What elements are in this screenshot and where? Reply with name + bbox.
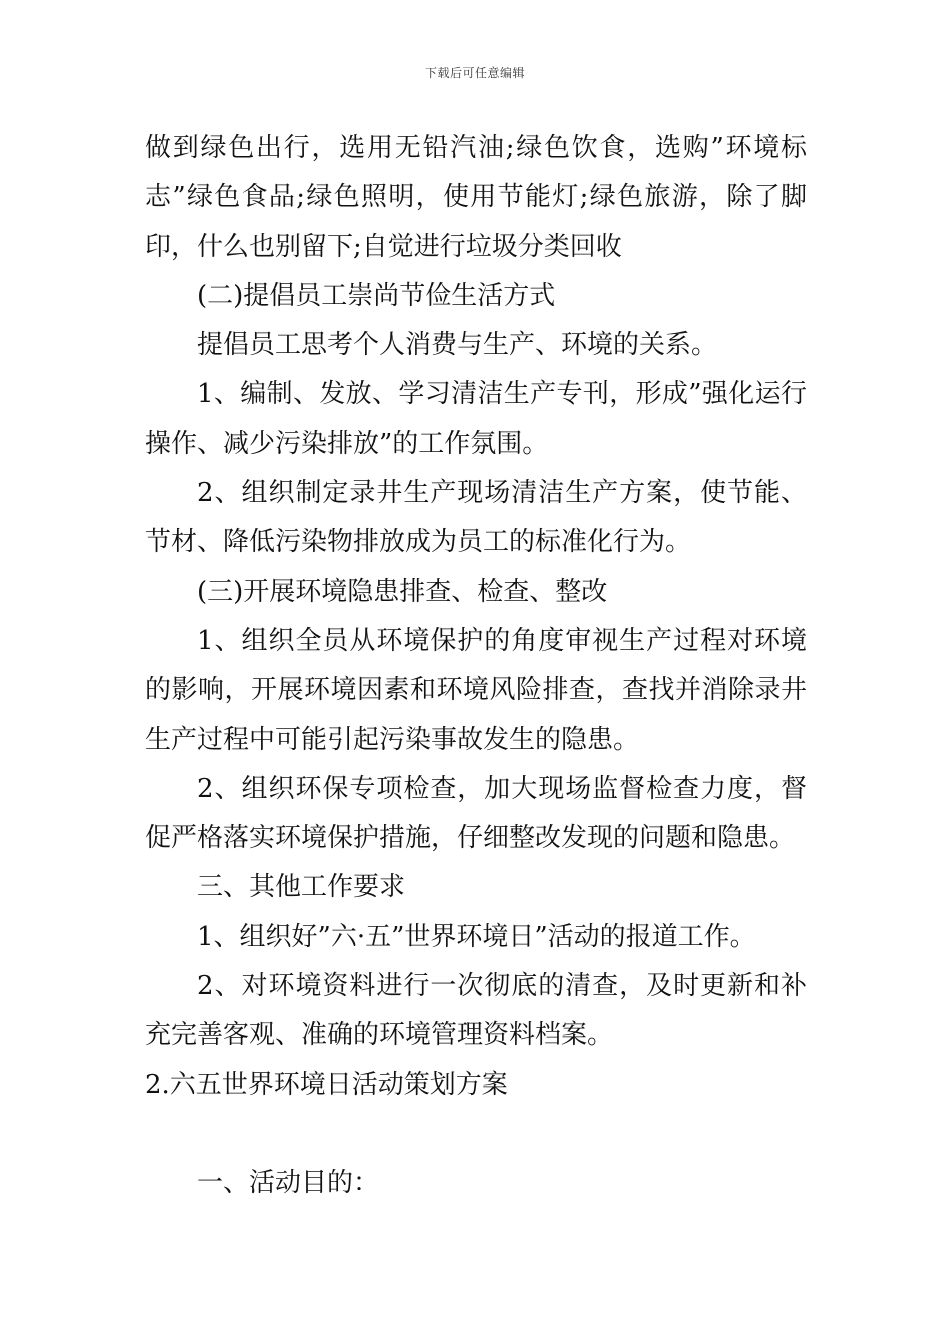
list-item-journal: 1、编制、发放、学习清洁生产专刊，形成”强化运行操作、减少污染排放”的工作氛围。 <box>145 379 807 459</box>
document-body <box>145 124 807 1208</box>
list-item-archives: 2、对环境资料进行一次彻底的清查，及时更新和补充完善客观、准确的环境管理资料档案。 <box>145 971 807 1051</box>
paragraph-green-living: 做到绿色出行，选用无铅汽油;绿色饮食，选购”环境标志”绿色食品;绿色照明，使用节能灯;绿色旅游，除了脚印，什么也别留下;自觉进行垃圾分类回收 <box>145 133 807 262</box>
paragraph-consumption: 提倡员工思考个人消费与生产、环境的关系。 <box>197 330 718 361</box>
list-item-reporting: 1、组织好”六·五”世界环境日”活动的报道工作。 <box>197 921 756 952</box>
section-heading-thrift: (二)提倡员工崇尚节俭生活方式 <box>197 280 556 311</box>
section-heading-other-requirements: 三、其他工作要求 <box>197 872 406 903</box>
list-item-inspection: 2、组织环保专项检查，加大现场监督检查力度，督促严格落实环境保护措施，仔细整改发现的问题和隐患。 <box>145 773 807 854</box>
page-header-note: 下载后可任意编辑 <box>424 66 525 80</box>
section-heading-hazard-check: (三)开展环境隐患排查、检查、整改 <box>197 576 608 607</box>
list-item-clean-production: 2、组织制定录井生产现场清洁生产方案，使节能、节材、降低污染物排放成为员工的标准化行为。 <box>145 478 807 558</box>
section-heading-purpose: 一、活动目的： <box>197 1167 380 1198</box>
document-section-title: 2.六五世界环境日活动策划方案 <box>145 1069 508 1100</box>
list-item-risk-screening: 1、组织全员从环境保护的角度审视生产过程对环境的影响，开展环境因素和环境风险排查，查找并消除录井生产过程中可能引起污染事故发生的隐患。 <box>145 625 807 755</box>
